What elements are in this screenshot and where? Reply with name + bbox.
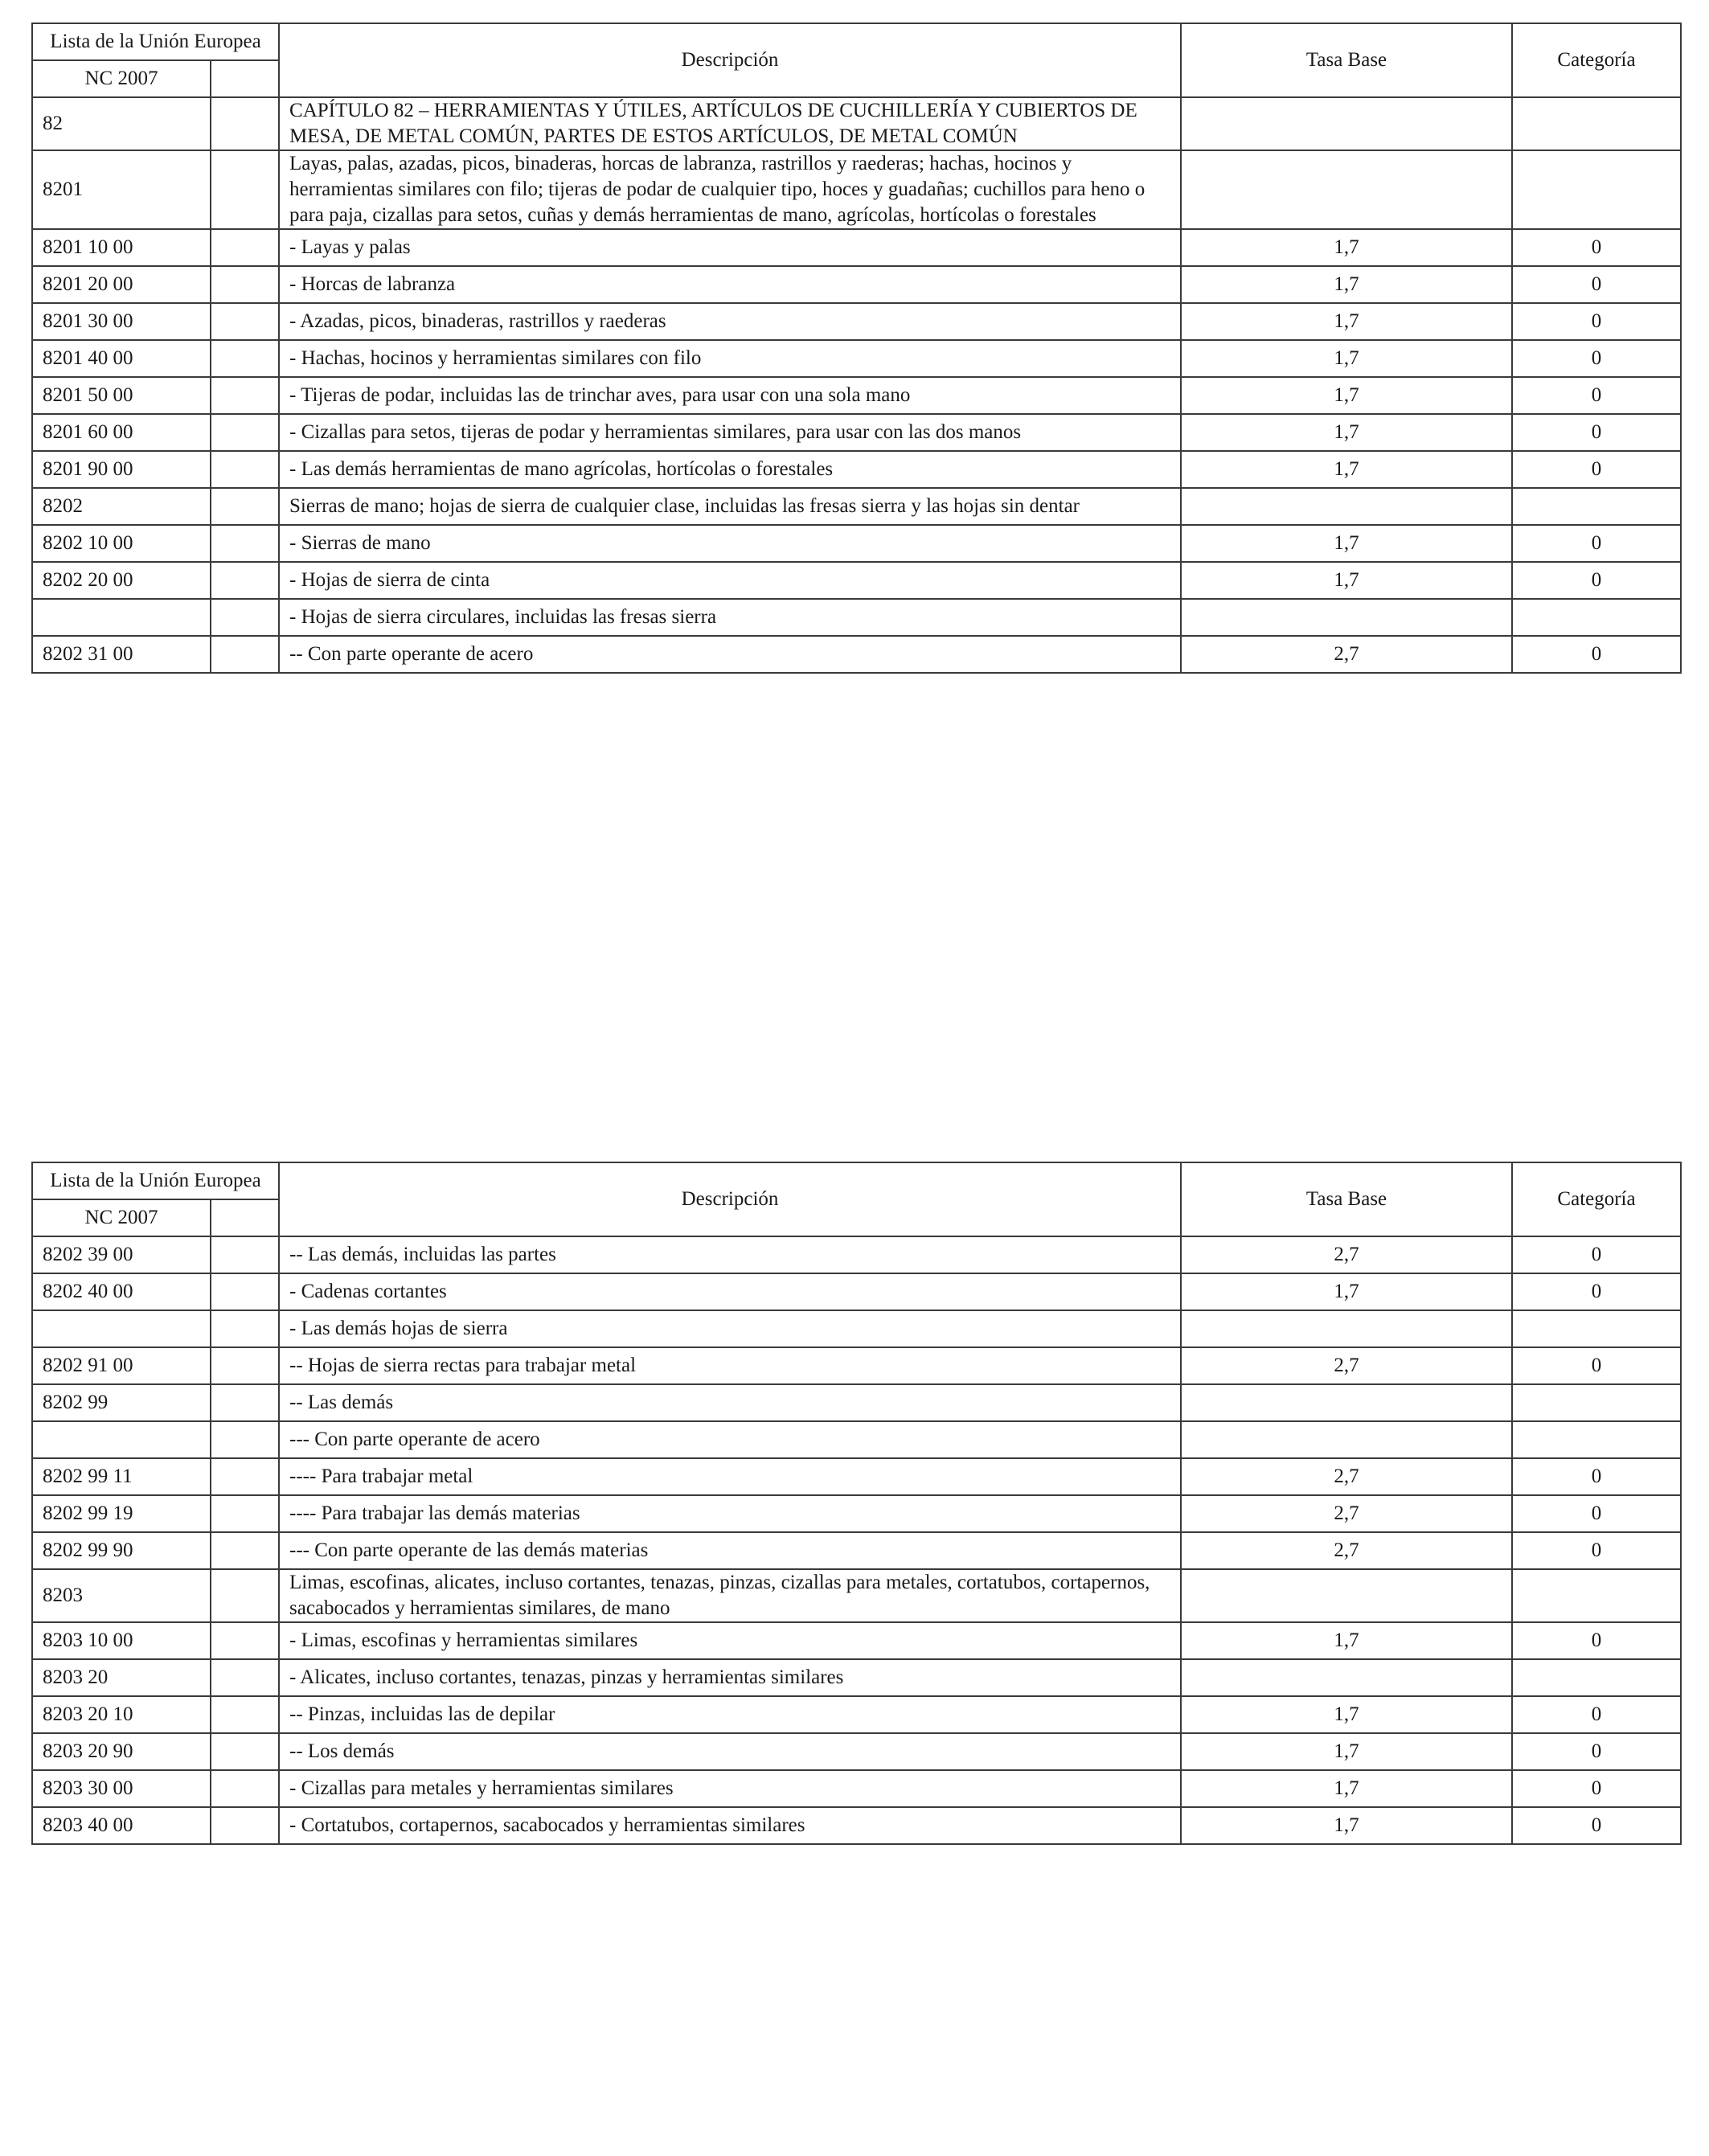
description-cell: ---- Para trabajar metal: [279, 1458, 1181, 1495]
code-cell: 8202 99 90: [32, 1532, 211, 1569]
table-row: [32, 1696, 1681, 1733]
code-cell: 8202 20 00: [32, 562, 211, 599]
code-blank-cell: [211, 1347, 279, 1384]
description-cell: - Cortatubos, cortapernos, sacabocados y herramientas similares: [279, 1807, 1181, 1844]
code-cell: 8202: [32, 488, 211, 525]
tariff-table-1: [31, 23, 1682, 674]
description-cell: - Limas, escofinas y herramientas similares: [279, 1622, 1181, 1659]
eu-list-header: Lista de la Unión Europea: [32, 1162, 279, 1199]
code-blank-cell: [211, 1770, 279, 1807]
code-blank-cell: [211, 266, 279, 303]
category-cell: 0: [1512, 1495, 1681, 1532]
description-cell: --- Con parte operante de las demás materias: [279, 1532, 1181, 1569]
code-cell: 8203 20 10: [32, 1696, 211, 1733]
code-cell: [32, 1310, 211, 1347]
rate-cell: [1181, 1421, 1512, 1458]
code-cell: 8202 31 00: [32, 636, 211, 673]
rate-cell: [1181, 97, 1512, 150]
description-cell: - Las demás herramientas de mano agrícolas, hortícolas o forestales: [279, 451, 1181, 488]
code-cell: 8201 50 00: [32, 377, 211, 414]
category-cell: 0: [1512, 636, 1681, 673]
code-cell: 8202 91 00: [32, 1347, 211, 1384]
rate-cell: 1,7: [1181, 1770, 1512, 1807]
description-cell: -- Los demás: [279, 1733, 1181, 1770]
code-blank-cell: [211, 1273, 279, 1310]
category-cell: [1512, 1659, 1681, 1696]
table-row: [32, 229, 1681, 266]
description-cell: - Cadenas cortantes: [279, 1273, 1181, 1310]
description-cell: - Sierras de mano: [279, 525, 1181, 562]
code-cell: [32, 599, 211, 636]
code-cell: 8201 10 00: [32, 229, 211, 266]
category-cell: 0: [1512, 1807, 1681, 1844]
table-row: [32, 1733, 1681, 1770]
tariff-table-2: [31, 1162, 1682, 1845]
code-blank-cell: [211, 1569, 279, 1622]
category-cell: [1512, 150, 1681, 229]
code-cell: 8203 20 90: [32, 1733, 211, 1770]
nc-header-blank: [211, 60, 279, 97]
category-cell: [1512, 1421, 1681, 1458]
category-header: Categoría: [1512, 23, 1681, 97]
rate-cell: 2,7: [1181, 1236, 1512, 1273]
table-row: [32, 1495, 1681, 1532]
category-cell: 0: [1512, 414, 1681, 451]
description-cell: Limas, escofinas, alicates, incluso cortantes, tenazas, pinzas, cizallas para metales, cortatubos, cortapernos, sacabocados y herramientas similares, de mano: [279, 1569, 1181, 1622]
rate-cell: 1,7: [1181, 229, 1512, 266]
code-blank-cell: [211, 340, 279, 377]
code-blank-cell: [211, 1236, 279, 1273]
rate-cell: 1,7: [1181, 1733, 1512, 1770]
code-blank-cell: [211, 229, 279, 266]
code-cell: 82: [32, 97, 211, 150]
rate-cell: 2,7: [1181, 1532, 1512, 1569]
category-cell: 0: [1512, 562, 1681, 599]
code-blank-cell: [211, 1421, 279, 1458]
rate-cell: 1,7: [1181, 266, 1512, 303]
code-cell: 8201: [32, 150, 211, 229]
rate-header: Tasa Base: [1181, 1162, 1512, 1236]
description-cell: -- Pinzas, incluidas las de depilar: [279, 1696, 1181, 1733]
code-blank-cell: [211, 1532, 279, 1569]
category-cell: 0: [1512, 451, 1681, 488]
table-row: [32, 1807, 1681, 1844]
code-blank-cell: [211, 377, 279, 414]
code-blank-cell: [211, 636, 279, 673]
code-cell: 8201 20 00: [32, 266, 211, 303]
description-cell: - Hojas de sierra de cinta: [279, 562, 1181, 599]
table-row: [32, 97, 1681, 150]
code-cell: 8203 10 00: [32, 1622, 211, 1659]
code-cell: 8202 99 19: [32, 1495, 211, 1532]
code-cell: 8203 30 00: [32, 1770, 211, 1807]
nc-header: NC 2007: [32, 1199, 211, 1236]
category-cell: 0: [1512, 1458, 1681, 1495]
description-cell: - Layas y palas: [279, 229, 1181, 266]
table-row: [32, 414, 1681, 451]
rate-cell: [1181, 1310, 1512, 1347]
table-row: [32, 150, 1681, 229]
category-cell: 0: [1512, 1347, 1681, 1384]
description-cell: - Alicates, incluso cortantes, tenazas, pinzas y herramientas similares: [279, 1659, 1181, 1696]
description-cell: Sierras de mano; hojas de sierra de cualquier clase, incluidas las fresas sierra y las hojas sin dentar: [279, 488, 1181, 525]
table-row: [32, 562, 1681, 599]
rate-cell: 1,7: [1181, 1696, 1512, 1733]
code-blank-cell: [211, 303, 279, 340]
table-row: [32, 1770, 1681, 1807]
description-cell: -- Con parte operante de acero: [279, 636, 1181, 673]
rate-cell: 1,7: [1181, 1807, 1512, 1844]
code-blank-cell: [211, 488, 279, 525]
category-cell: 0: [1512, 229, 1681, 266]
code-blank-cell: [211, 1659, 279, 1696]
rate-cell: 2,7: [1181, 1347, 1512, 1384]
code-blank-cell: [211, 1696, 279, 1733]
category-cell: [1512, 97, 1681, 150]
rate-cell: 2,7: [1181, 1495, 1512, 1532]
rate-cell: 2,7: [1181, 636, 1512, 673]
rate-cell: 1,7: [1181, 525, 1512, 562]
category-cell: 0: [1512, 1622, 1681, 1659]
category-cell: 0: [1512, 1273, 1681, 1310]
rate-cell: [1181, 150, 1512, 229]
rate-cell: [1181, 1569, 1512, 1622]
code-cell: 8202 99 11: [32, 1458, 211, 1495]
code-cell: [32, 1421, 211, 1458]
table-row: [32, 303, 1681, 340]
description-cell: -- Hojas de sierra rectas para trabajar metal: [279, 1347, 1181, 1384]
table-row: [32, 1532, 1681, 1569]
description-cell: -- Las demás, incluidas las partes: [279, 1236, 1181, 1273]
table-row: [32, 1384, 1681, 1421]
code-blank-cell: [211, 562, 279, 599]
category-cell: 0: [1512, 1733, 1681, 1770]
table-row: [32, 451, 1681, 488]
table-row: [32, 488, 1681, 525]
rate-header: Tasa Base: [1181, 23, 1512, 97]
rate-cell: [1181, 1659, 1512, 1696]
rate-cell: [1181, 1384, 1512, 1421]
category-cell: 0: [1512, 1770, 1681, 1807]
description-cell: - Hachas, hocinos y herramientas similares con filo: [279, 340, 1181, 377]
code-blank-cell: [211, 1495, 279, 1532]
category-header: Categoría: [1512, 1162, 1681, 1236]
code-blank-cell: [211, 599, 279, 636]
table-row: [32, 1236, 1681, 1273]
description-header: Descripción: [279, 1162, 1181, 1236]
category-cell: 0: [1512, 525, 1681, 562]
code-blank-cell: [211, 97, 279, 150]
table-row: [32, 1458, 1681, 1495]
description-cell: - Las demás hojas de sierra: [279, 1310, 1181, 1347]
table-row: [32, 340, 1681, 377]
code-cell: 8201 90 00: [32, 451, 211, 488]
code-blank-cell: [211, 1622, 279, 1659]
rate-cell: 1,7: [1181, 1273, 1512, 1310]
table-row: [32, 377, 1681, 414]
description-cell: - Hojas de sierra circulares, incluidas las fresas sierra: [279, 599, 1181, 636]
code-cell: 8201 60 00: [32, 414, 211, 451]
table-row: [32, 266, 1681, 303]
table-row: [32, 1347, 1681, 1384]
code-cell: 8202 99: [32, 1384, 211, 1421]
rate-cell: 1,7: [1181, 414, 1512, 451]
category-cell: [1512, 488, 1681, 525]
category-cell: 0: [1512, 266, 1681, 303]
code-blank-cell: [211, 150, 279, 229]
nc-header: NC 2007: [32, 60, 211, 97]
category-cell: [1512, 599, 1681, 636]
code-cell: 8202 40 00: [32, 1273, 211, 1310]
code-cell: 8203 20: [32, 1659, 211, 1696]
code-cell: 8203 40 00: [32, 1807, 211, 1844]
code-blank-cell: [211, 1807, 279, 1844]
rate-cell: 2,7: [1181, 1458, 1512, 1495]
description-cell: - Cizallas para setos, tijeras de podar y herramientas similares, para usar con las dos manos: [279, 414, 1181, 451]
eu-list-header: Lista de la Unión Europea: [32, 23, 279, 60]
description-cell: --- Con parte operante de acero: [279, 1421, 1181, 1458]
table-row: [32, 636, 1681, 673]
category-cell: [1512, 1310, 1681, 1347]
table-row: [32, 1273, 1681, 1310]
code-cell: 8201 30 00: [32, 303, 211, 340]
description-cell: ---- Para trabajar las demás materias: [279, 1495, 1181, 1532]
code-cell: 8201 40 00: [32, 340, 211, 377]
category-cell: 0: [1512, 1696, 1681, 1733]
rate-cell: 1,7: [1181, 303, 1512, 340]
category-cell: 0: [1512, 1532, 1681, 1569]
code-blank-cell: [211, 414, 279, 451]
description-cell: - Horcas de labranza: [279, 266, 1181, 303]
code-cell: 8202 10 00: [32, 525, 211, 562]
code-blank-cell: [211, 451, 279, 488]
category-cell: [1512, 1569, 1681, 1622]
table-row: [32, 525, 1681, 562]
rate-cell: 1,7: [1181, 377, 1512, 414]
description-cell: - Tijeras de podar, incluidas las de trinchar aves, para usar con una sola mano: [279, 377, 1181, 414]
code-blank-cell: [211, 525, 279, 562]
rate-cell: [1181, 488, 1512, 525]
category-cell: 0: [1512, 340, 1681, 377]
table-row: [32, 1659, 1681, 1696]
description-cell: - Azadas, picos, binaderas, rastrillos y raederas: [279, 303, 1181, 340]
rate-cell: 1,7: [1181, 340, 1512, 377]
code-blank-cell: [211, 1384, 279, 1421]
code-blank-cell: [211, 1458, 279, 1495]
description-cell: CAPÍTULO 82 – HERRAMIENTAS Y ÚTILES, ARTÍCULOS DE CUCHILLERÍA Y CUBIERTOS DE MESA, DE METAL COMÚN, PARTES DE ESTOS ARTÍCULOS, DE METAL COMÚN: [279, 97, 1181, 150]
code-cell: 8202 39 00: [32, 1236, 211, 1273]
code-cell: 8203: [32, 1569, 211, 1622]
category-cell: [1512, 1384, 1681, 1421]
description-cell: -- Las demás: [279, 1384, 1181, 1421]
table-row: [32, 1569, 1681, 1622]
description-cell: Layas, palas, azadas, picos, binaderas, horcas de labranza, rastrillos y raederas; hachas, hocinos y herramientas similares con filo; tijeras de podar de cualquier tipo, hoces y guadañas; cuchillos para heno o para paja, cizallas para setos, cuñas y demás herramientas de mano, agrícolas, hortícolas o forestales: [279, 150, 1181, 229]
table-row: [32, 1421, 1681, 1458]
category-cell: 0: [1512, 1236, 1681, 1273]
table-row: [32, 1622, 1681, 1659]
table-row: [32, 599, 1681, 636]
rate-cell: 1,7: [1181, 562, 1512, 599]
rate-cell: 1,7: [1181, 1622, 1512, 1659]
nc-header-blank: [211, 1199, 279, 1236]
description-cell: - Cizallas para metales y herramientas similares: [279, 1770, 1181, 1807]
table-row: [32, 1310, 1681, 1347]
category-cell: 0: [1512, 377, 1681, 414]
code-blank-cell: [211, 1733, 279, 1770]
category-cell: 0: [1512, 303, 1681, 340]
code-blank-cell: [211, 1310, 279, 1347]
rate-cell: [1181, 599, 1512, 636]
rate-cell: 1,7: [1181, 451, 1512, 488]
description-header: Descripción: [279, 23, 1181, 97]
